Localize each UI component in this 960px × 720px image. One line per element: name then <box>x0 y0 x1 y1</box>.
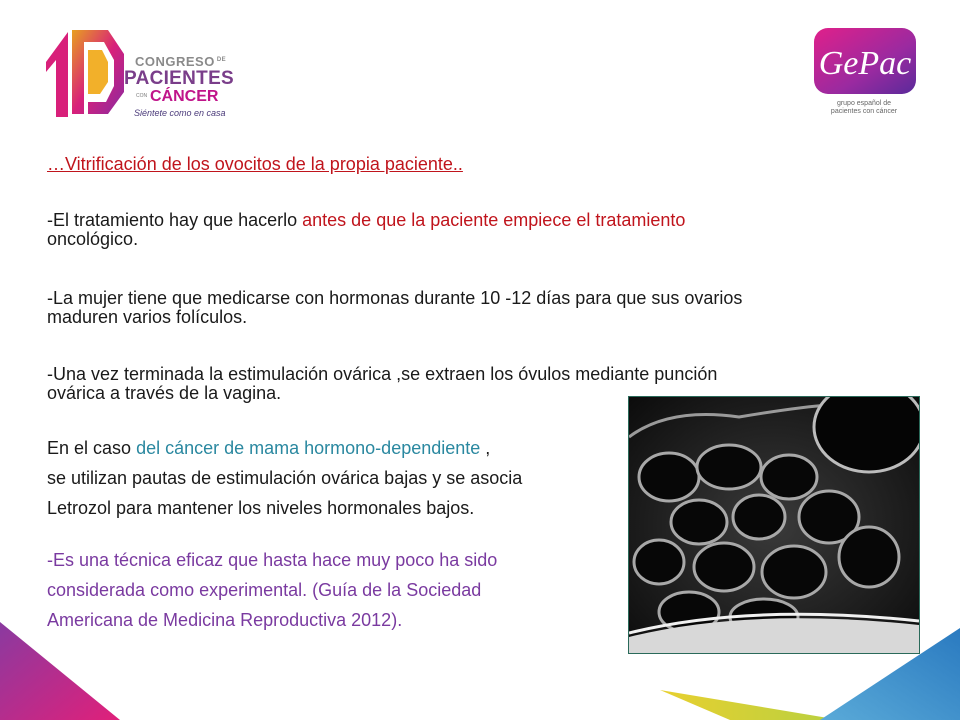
ultrasound-graphic <box>629 397 919 653</box>
paragraph-4: En el caso del cáncer de mama hormono-dependiente , <box>47 438 491 458</box>
gepac-caption: grupo español de pacientes con cáncer <box>830 100 898 115</box>
gepac-logo-mark <box>812 26 918 98</box>
paragraph-4-line-3: Letrozol para mantener los niveles hormonales bajos. <box>47 498 475 518</box>
paragraph-3: -Una vez terminada la estimulación ovárica ,se extraen los óvulos mediante punción <box>47 364 718 384</box>
paragraph-1-line-2: oncológico. <box>47 229 139 249</box>
paragraph-2-line-2: maduren varios folículos. <box>47 307 248 327</box>
paragraph-5-line-2: considerada como experimental. (Guía de la Sociedad <box>47 580 482 600</box>
decor-corner-left <box>0 612 130 720</box>
logo-line-congreso: CONGRESO $^{DE}$ <box>135 54 227 69</box>
logo-line-pacientes: PACIENTES <box>124 68 235 89</box>
ovarian-ultrasound-image <box>628 396 920 654</box>
gepac-logo <box>812 26 922 121</box>
svg-text:GePac: GePac <box>818 45 912 82</box>
paragraph-3-line-2: ovárica a través de la vagina. <box>47 383 282 403</box>
logo-tagline: Siéntete como en casa <box>134 108 226 118</box>
paragraph-1: -El tratamiento hay que hacerlo antes de que la paciente empiece el tratamiento <box>47 210 686 230</box>
logo-line-cancer: CÁNCER <box>150 88 219 105</box>
paragraph-4-line-2: se utilizan pautas de estimulación ovárica bajas y se asocia <box>47 468 523 488</box>
decor-corner-right <box>640 628 960 720</box>
logo-line-con: CON <box>136 93 148 99</box>
paragraph-5: -Es una técnica eficaz que hasta hace muy poco ha sido <box>47 550 498 570</box>
slide-heading: …Vitrificación de los ovocitos de la propia paciente.. <box>47 154 463 174</box>
paragraph-2: -La mujer tiene que medicarse con hormonas durante 10 -12 días para que sus ovarios <box>47 288 743 308</box>
congreso-logo-mark <box>38 22 128 122</box>
congreso-logo <box>38 22 268 122</box>
paragraph-5-line-3: Americana de Medicina Reproductiva 2012). <box>47 610 403 630</box>
